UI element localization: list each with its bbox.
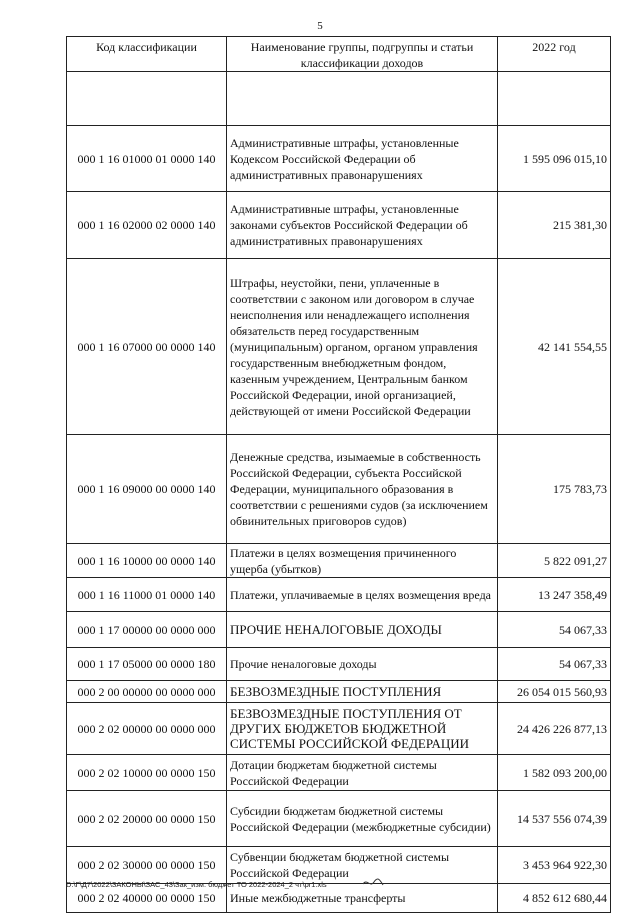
row-name: Субвенции бюджетам бюджетной системы Российской Федерации — [227, 847, 498, 884]
revenue-table — [66, 36, 611, 913]
row-name: Прочие неналоговые доходы — [227, 648, 498, 681]
row-name: БЕЗВОЗМЕЗДНЫЕ ПОСТУПЛЕНИЯ ОТ ДРУГИХ БЮДЖЕТОВ БЮДЖЕТНОЙ СИСТЕМЫ РОССИЙСКОЙ ФЕДЕРАЦИИ — [227, 703, 498, 755]
table-row — [67, 435, 611, 544]
row-amount: 13 247 358,49 — [498, 578, 611, 612]
row-name: Иные межбюджетные трансферты — [227, 884, 498, 913]
table-spacer-row — [67, 72, 611, 126]
table-row — [67, 847, 611, 884]
row-code: 000 1 16 09000 00 0000 140 — [67, 435, 227, 544]
row-name: Штрафы, неустойки, пени, уплаченные в соответствии с законом или договором в случае неисполнения или ненадлежащего исполнения обязательств перед государственным (муниципальным) органом, органом управления государственным внебюджетным фондом, казенным учреждением, Центральным банком Российской Федерации, иной организацией, действующей от имени Российской Федерации — [227, 259, 498, 435]
row-amount: 42 141 554,55 — [498, 259, 611, 435]
row-code: 000 2 02 20000 00 0000 150 — [67, 791, 227, 847]
row-amount: 54 067,33 — [498, 648, 611, 681]
row-name: Дотации бюджетам бюджетной системы Российской Федерации — [227, 755, 498, 791]
row-name: БЕЗВОЗМЕЗДНЫЕ ПОСТУПЛЕНИЯ — [227, 681, 498, 703]
row-code: 000 2 02 30000 00 0000 150 — [67, 847, 227, 884]
table-row — [67, 612, 611, 648]
header-name: Наименование группы, подгруппы и статьи классификации доходов — [227, 37, 498, 72]
file-path-footer: D:\Г\Д7\2022\ЗАКОНЫ\ЗАС_43\Зак_изм. бюджет ТО 2022-2024_2 чт\pr1.xls — [66, 880, 327, 889]
row-amount: 215 381,30 — [498, 192, 611, 259]
row-amount: 3 453 964 922,30 — [498, 847, 611, 884]
row-amount: 54 067,33 — [498, 612, 611, 648]
row-amount: 26 054 015 560,93 — [498, 681, 611, 703]
header-year: 2022 год — [498, 37, 611, 72]
table-row — [67, 791, 611, 847]
table-row — [67, 648, 611, 681]
handwritten-mark-icon — [362, 876, 384, 888]
row-amount: 1 595 096 015,10 — [498, 126, 611, 192]
row-name: Платежи в целях возмещения причиненного ущерба (убытков) — [227, 544, 498, 578]
page-number: 5 — [317, 20, 323, 32]
row-code: 000 1 16 10000 00 0000 140 — [67, 544, 227, 578]
row-code: 000 1 17 00000 00 0000 000 — [67, 612, 227, 648]
table-row — [67, 578, 611, 612]
row-code: 000 2 00 00000 00 0000 000 — [67, 681, 227, 703]
row-amount: 24 426 226 877,13 — [498, 703, 611, 755]
row-code: 000 2 02 10000 00 0000 150 — [67, 755, 227, 791]
row-code: 000 2 02 00000 00 0000 000 — [67, 703, 227, 755]
row-amount: 5 822 091,27 — [498, 544, 611, 578]
row-name: ПРОЧИЕ НЕНАЛОГОВЫЕ ДОХОДЫ — [227, 612, 498, 648]
row-amount: 14 537 556 074,39 — [498, 791, 611, 847]
row-code: 000 2 02 40000 00 0000 150 — [67, 884, 227, 913]
table-row — [67, 259, 611, 435]
row-name: Платежи, уплачиваемые в целях возмещения вреда — [227, 578, 498, 612]
row-code: 000 1 16 02000 02 0000 140 — [67, 192, 227, 259]
table-header-row — [67, 37, 611, 72]
row-name: Субсидии бюджетам бюджетной системы Российской Федерации (межбюджетные субсидии) — [227, 791, 498, 847]
table-row — [67, 126, 611, 192]
table-row — [67, 681, 611, 703]
row-code: 000 1 17 05000 00 0000 180 — [67, 648, 227, 681]
row-code: 000 1 16 07000 00 0000 140 — [67, 259, 227, 435]
row-code: 000 1 16 01000 01 0000 140 — [67, 126, 227, 192]
table-row — [67, 192, 611, 259]
table-row — [67, 703, 611, 755]
row-name: Денежные средства, изымаемые в собственность Российской Федерации, субъекта Российской Федерации, муниципального образования в соответствии с решениями судов (за исключением обвинительных приговоров судов) — [227, 435, 498, 544]
row-amount: 175 783,73 — [498, 435, 611, 544]
table-row — [67, 544, 611, 578]
header-code: Код классификации — [67, 37, 227, 72]
row-amount: 1 582 093 200,00 — [498, 755, 611, 791]
table-row — [67, 755, 611, 791]
row-name: Административные штрафы, установленные законами субъектов Российской Федерации об административных правонарушениях — [227, 192, 498, 259]
row-code: 000 1 16 11000 01 0000 140 — [67, 578, 227, 612]
row-name: Административные штрафы, установленные Кодексом Российской Федерации об административных правонарушениях — [227, 126, 498, 192]
row-amount: 4 852 612 680,44 — [498, 884, 611, 913]
